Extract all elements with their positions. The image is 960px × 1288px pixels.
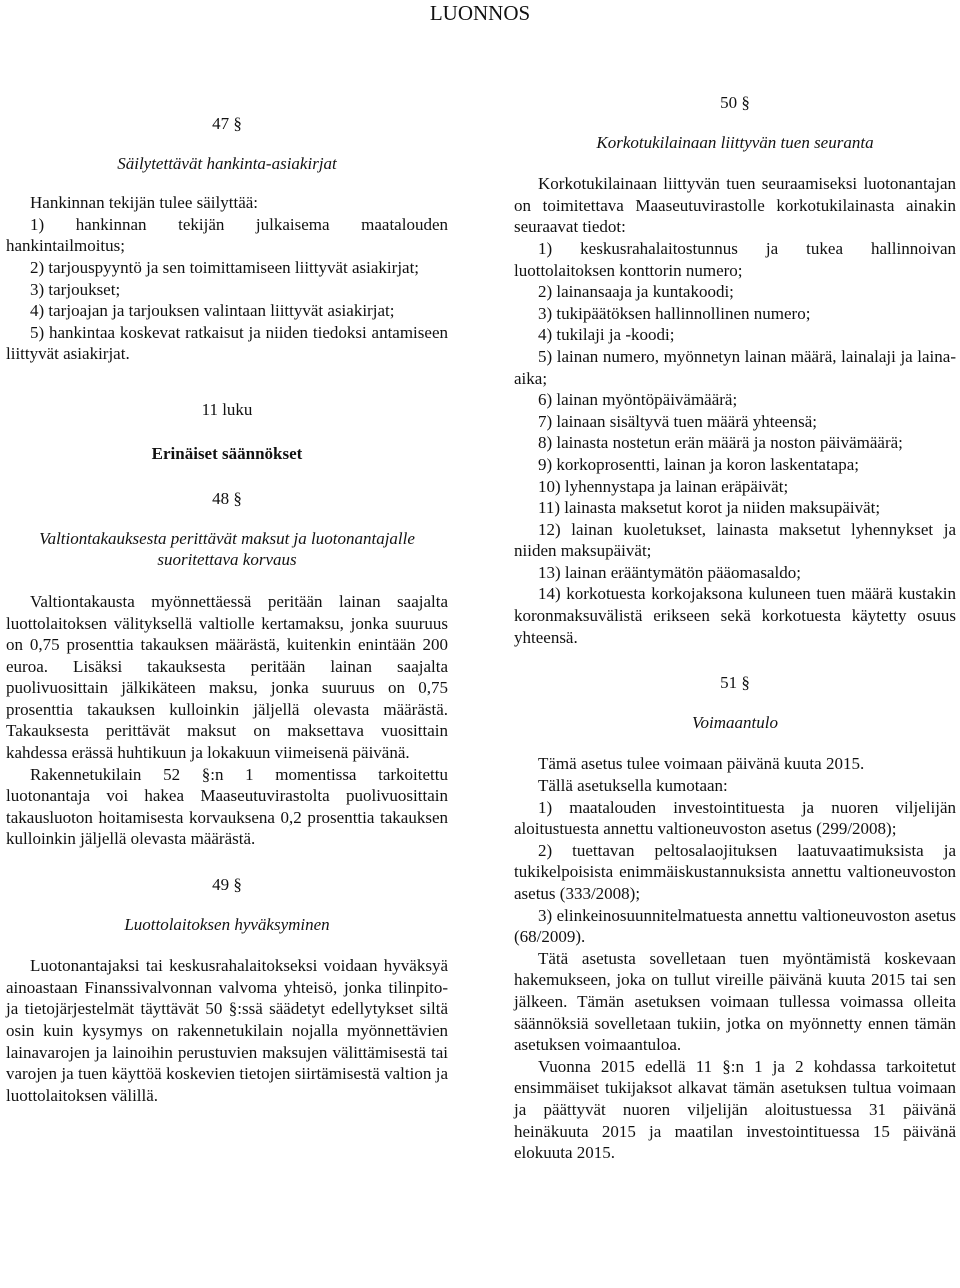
section-47-title: Säilytettävät hankinta-asiakirjat (117, 153, 337, 173)
chapter-title: Erinäiset säännökset (151, 443, 303, 463)
section-50-item: 13) lainan erääntymätön pääomasaldo; (538, 562, 801, 582)
section-49-number: 49 § (212, 875, 242, 895)
section-48-paragraph: Rakennetukilain 52 §:n 1 momentissa tarkoitettu luotonantaja voi hakea Maaseutuvirastolta puolivuosittain takausluoton hoitamisesta korvauksena 0,2 prosenttia takauksen kulloinkin jäljellä olevasta määrästä. (6, 764, 448, 849)
section-50-item: 11) lainasta maksetut korot ja niiden maksupäivät; (538, 498, 881, 518)
section-51-item: 3) elinkeinosuunnitelmatuesta annettu valtioneuvoston asetus (68/2009). (514, 905, 956, 947)
section-48-title: Valtiontakauksesta perittävät maksut ja luotonantajalle suoritettava korvaus (39, 528, 415, 570)
section-50-item: 14) korkotuesta korkojaksona kuluneen tuen määrä kustakin koronmaksuvälistä erikseen sekä korkotuesta käytetty osuus yhteensä. (514, 584, 956, 647)
section-50-item: 6) lainan myöntöpäivämäärä; (538, 390, 738, 410)
section-47-item: 2) tarjouspyyntö ja sen toimittamiseen liittyvät asiakirjat; (30, 257, 420, 277)
section-49-title: Luottolaitoksen hyväksyminen (124, 914, 330, 934)
section-50-title: Korkotukilainaan liittyvän tuen seuranta (596, 132, 874, 152)
section-50-item: 5) lainan numero, myönnetyn lainan määrä, lainalaji ja laina-aika; (514, 346, 956, 388)
section-51-paragraph: Tämä asetus tulee voimaan päivänä kuuta 2015. (538, 754, 865, 774)
section-51-item: 1) maatalouden investointituesta ja nuoren viljelijän aloitustuesta annettu valtioneuvoston asetus (299/2008); (514, 797, 956, 839)
section-48-number: 48 § (212, 489, 242, 509)
section-50-item: 4) tukilaji ja -koodi; (538, 325, 675, 345)
section-50-item: 3) tukipäätöksen hallinnollinen numero; (538, 303, 811, 323)
section-51-item: 2) tuettavan peltosalaojituksen laatuvaatimuksista ja tukikelpoisista enimmäiskustannuksista annettu valtioneuvoston asetus (333/2008); (514, 840, 956, 903)
section-51-paragraph: Vuonna 2015 edellä 11 §:n 1 ja 2 kohdassa tarkoitetut ensimmäiset tukijaksot alkavat tämän asetuksen tultua voimaan ja päättyvät nuoren viljelijän aloitustuessa 31 päivänä heinäkuuta 2015 ja maatilan investointituessa 15 päivänä elokuuta 2015. (514, 1056, 956, 1163)
section-47-item: 5) hankintaa koskevat ratkaisut ja niiden tiedoksi antamiseen liittyvät asiakirjat. (6, 322, 448, 364)
section-51-title: Voimaantulo (692, 712, 778, 732)
section-50-item: 10) lyhennystapa ja lainan eräpäivät; (538, 476, 789, 496)
section-50-intro: Korkotukilainaan liittyvän tuen seuraamiseksi luotonantajan on toimitettava Maaseutuvirastolle korkotukilainasta ainakin seuraavat tiedot: (514, 174, 956, 237)
section-50-item: 8) lainasta nostetun erän määrä ja noston päivämäärä; (538, 433, 903, 453)
draft-label: LUONNOS (429, 1, 531, 25)
section-47-number: 47 § (212, 114, 242, 133)
section-50-item: 12) lainan kuoletukset, lainasta maksetut lyhennykset ja niiden maksupäivät; (514, 519, 956, 561)
section-47-item: 4) tarjoajan ja tarjouksen valintaan liittyvät asiakirjat; (30, 301, 395, 321)
section-51-paragraph: Tätä asetusta sovelletaan tuen myöntämistä koskevaan hakemukseen, joka on tullut vireille päivänä kuuta 2015 tai sen jälkeen. Tämän asetuksen voimaan tullessa voimassa olleita säännöksiä sovelletaan tukiin, jotka on myönnetty ennen tämän asetuksen voimaantuloa. (514, 948, 956, 1055)
section-51-number: 51 § (720, 673, 750, 693)
section-47-intro: Hankinnan tekijän tulee säilyttää: (30, 193, 259, 213)
section-49-paragraph: Luotonantajaksi tai keskusrahalaitokseksi voidaan hyväksyä ainoastaan Finanssivalvonnan valvoma yhteisö, jonka tilinpito- ja tietojärjestelmät täyttävät 50 §:ssä säädetyt edellytykset siltä osin kuin kysymys on rakennetukilain nojalla myönnettävien lainavarojen ja lainoihin perustuvien maksujen välittämisestä tai varojen ja tuen käyttöä koskevien tietojen siirtämisestä valtion ja luottolaitoksen välillä. (6, 956, 448, 1105)
section-50-item: 7) lainaan sisältyvä tuen määrä yhteensä; (538, 411, 817, 431)
left-column (6, 113, 448, 1106)
right-column (514, 92, 956, 1164)
section-50-number: 50 § (720, 93, 750, 112)
chapter-number: 11 luku (201, 399, 253, 419)
section-50-item: 1) keskusrahalaitostunnus ja tukea hallinnoivan luottolaitoksen konttorin numero; (514, 238, 956, 280)
section-47-item: 1) hankinnan tekijän julkaisema maatalouden hankintailmoitus; (6, 214, 448, 256)
section-47-item: 3) tarjoukset; (30, 279, 121, 299)
section-51-paragraph: Tällä asetuksella kumotaan: (538, 776, 728, 796)
section-50-item: 2) lainansaaja ja kuntakoodi; (538, 282, 734, 302)
section-50-item: 9) korkoprosentti, lainan ja koron laskentatapa; (538, 454, 860, 474)
section-48-paragraph: Valtiontakausta myönnettäessä peritään lainan saajalta luottolaitoksen välityksellä valtiolle kertamaksu, jonka suuruus on 0,75 prosenttia takauksen määrästä, kuitenkin enintään 200 euroa. Lisäksi takauksesta peritään lainan saajalta puolivuosittain jälkikäteen maksu, jonka suuruus on 0,75 prosenttia takauksen kulloinkin jäljellä olevasta määrästä. Takauksesta perittävät maksut on maksettava vuosittain kahdessa erässä huhtikuun ja lokakuun viimeisenä päivänä. (6, 591, 448, 763)
